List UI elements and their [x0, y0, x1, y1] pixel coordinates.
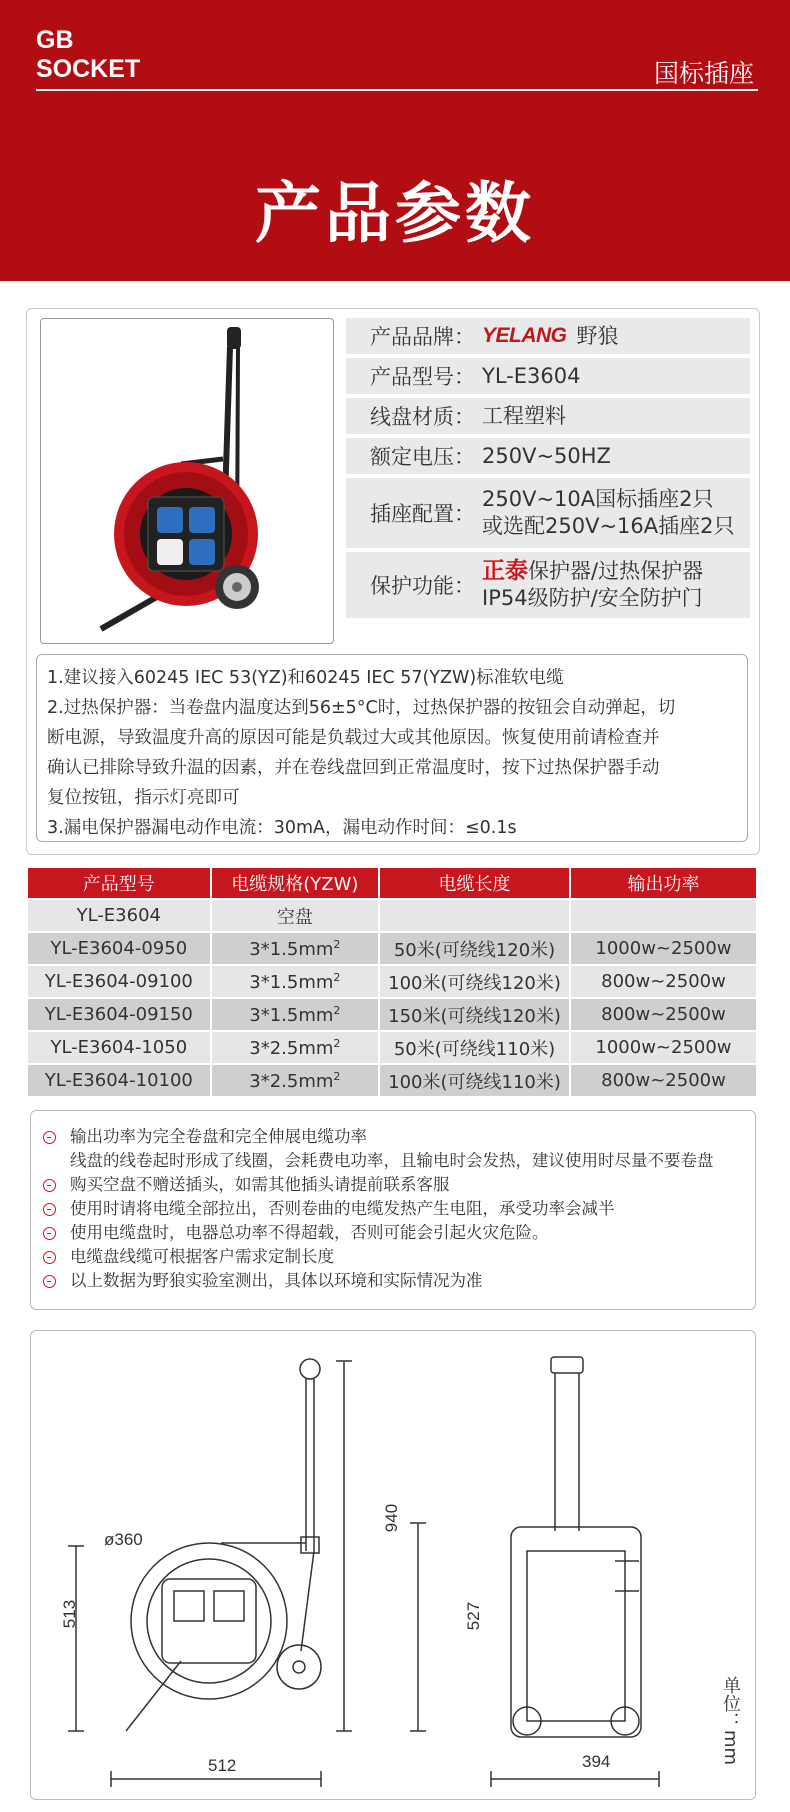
- warning-icon: [43, 1203, 56, 1216]
- table-cell: $3*1.5mm^2$: [212, 933, 378, 964]
- note-line: 复位按钮，指示灯亮即可: [47, 788, 240, 808]
- spec-value-line2: IP54级防护/安全防护门: [482, 586, 703, 610]
- header-divider: [36, 89, 758, 91]
- table-row: [28, 999, 756, 1030]
- note-line: 2.过热保护器：当卷盘内温度达到56±5°C时，过热保护器的按钮会自动弹起，切: [47, 698, 676, 718]
- model-table: [26, 866, 758, 1098]
- warning-icon: [43, 1131, 56, 1144]
- brand-logo: YELANG: [482, 324, 567, 347]
- table-row: [28, 1065, 756, 1096]
- gb-label: GB: [36, 26, 74, 54]
- table-cell: 50米(可绕线120米): [380, 933, 569, 964]
- spec-value-line1: 250V~10A国标插座2只: [482, 487, 714, 511]
- spec-row-material: [346, 398, 750, 434]
- spec-label: 插座配置：: [370, 502, 475, 526]
- table-cell: YL-E3604-0950: [28, 933, 210, 964]
- table-cell: 800w~2500w: [571, 1065, 756, 1096]
- tip-item: 输出功率为完全卷盘和完全伸展电缆功率: [43, 1125, 755, 1149]
- tip-item: 线盘的线卷起时形成了线圈，会耗费电功率，且输电时会发热，建议使用时尽量不要卷盘: [70, 1151, 714, 1170]
- spec-label: 产品品牌：: [370, 325, 475, 349]
- table-cell: $3*1.5mm^2$: [212, 966, 378, 997]
- spec-value: 野狼: [576, 323, 619, 348]
- spec-row-brand: [346, 318, 750, 354]
- dimension-drawing: [31, 1331, 755, 1799]
- table-cell: [571, 900, 756, 931]
- tip-item: 使用电缆盘时，电器总功率不得超载，否则可能会引起火灾危险。: [43, 1221, 755, 1245]
- spec-row-model: [346, 358, 750, 394]
- table-cell: 1000w~2500w: [571, 1032, 756, 1063]
- tip-item: 使用时请将电缆全部拉出，否则卷曲的电缆发热产生电阻，承受功率会减半: [43, 1197, 755, 1221]
- table-cell: $3*2.5mm^2$: [212, 1032, 378, 1063]
- table-row: [28, 933, 756, 964]
- table-cell: YL-E3604-10100: [28, 1065, 210, 1096]
- cable-reel-image: [41, 319, 333, 643]
- spec-label: 产品型号：: [370, 365, 475, 389]
- socket-label: SOCKET: [36, 55, 141, 83]
- unit-label: 单位：mm: [720, 1676, 741, 1766]
- table-header-row: [28, 868, 756, 898]
- tip-item: 电缆盘线缆可根据客户需求定制长度: [43, 1245, 755, 1269]
- spec-value-line1: 保护器/过热保护器: [528, 559, 704, 583]
- table-cell: 800w~2500w: [571, 999, 756, 1030]
- spec-row-voltage: [346, 438, 750, 474]
- table-cell: 50米(可绕线110米): [380, 1032, 569, 1063]
- tips-box: [30, 1110, 756, 1310]
- table-row: [28, 966, 756, 997]
- tip-item: 购买空盘不赠送插头，如需其他插头请提前联系客服: [43, 1173, 755, 1197]
- table-header: 电缆规格(YZW): [212, 868, 378, 898]
- table-cell: YL-E3604: [28, 900, 210, 931]
- dim-reel-height: 513: [60, 1599, 80, 1629]
- dimension-drawing-box: [30, 1330, 756, 1800]
- header-banner: [0, 0, 790, 281]
- tip-item: 以上数据为野狼实验室测出，具体以环境和实际情况为准: [43, 1269, 755, 1293]
- note-line: 1.建议接入60245 IEC 53(YZ)和60245 IEC 57(YZW)标准软电缆: [47, 668, 564, 688]
- dim-total-height: 940: [382, 1503, 402, 1533]
- table-header: 产品型号: [28, 868, 210, 898]
- spec-value: 工程塑料: [482, 403, 566, 428]
- dim-side-width: 512: [208, 1756, 237, 1775]
- page-title: 产品参数: [255, 175, 535, 252]
- table-row: [28, 900, 756, 931]
- table-cell: $3*1.5mm^2$: [212, 999, 378, 1030]
- dim-front-height: 527: [464, 1601, 484, 1631]
- table-cell: YL-E3604-09150: [28, 999, 210, 1030]
- table-cell: 150米(可绕线120米): [380, 999, 569, 1030]
- warning-icon: [43, 1251, 56, 1264]
- spec-value: [482, 558, 703, 612]
- note-line: 确认已排除导致升温的因素，并在卷线盘回到正常温度时，按下过热保护器手动: [47, 758, 660, 778]
- dim-diameter: ø360: [104, 1530, 143, 1549]
- warning-icon: [43, 1275, 56, 1288]
- header-right-title: 国标插座: [653, 59, 754, 88]
- table-cell: 800w~2500w: [571, 966, 756, 997]
- table-cell: YL-E3604-09100: [28, 966, 210, 997]
- table-cell: 100米(可绕线120米): [380, 966, 569, 997]
- notes-box: [36, 654, 748, 842]
- note-line: 3.漏电保护器漏电动作电流：30mA，漏电动作时间：≤0.1s: [47, 818, 517, 838]
- table-cell: [380, 900, 569, 931]
- dim-front-width: 394: [582, 1752, 611, 1771]
- spec-row-socket-config: [346, 478, 750, 548]
- spec-label: 额定电压：: [370, 445, 475, 469]
- spec-value-line2: 或选配250V~16A插座2只: [482, 514, 735, 538]
- spec-label: 保护功能：: [370, 574, 475, 598]
- table-cell: $3*2.5mm^2$: [212, 1065, 378, 1096]
- warning-icon: [43, 1179, 56, 1192]
- note-line: 断电源，导致温度升高的原因可能是负载过大或其他原因。恢复使用前请检查并: [47, 728, 660, 748]
- product-photo: [40, 318, 334, 644]
- spec-list: [346, 318, 750, 622]
- table-cell: YL-E3604-1050: [28, 1032, 210, 1063]
- table-cell: 100米(可绕线110米): [380, 1065, 569, 1096]
- table-header: 电缆长度: [380, 868, 569, 898]
- table-header: 输出功率: [571, 868, 756, 898]
- warning-icon: [43, 1227, 56, 1240]
- spec-value: [482, 486, 735, 540]
- spec-value: 250V~50HZ: [482, 443, 611, 468]
- table-cell: 1000w~2500w: [571, 933, 756, 964]
- table-row: [28, 1032, 756, 1063]
- spec-label: 线盘材质：: [370, 405, 475, 429]
- table-cell: 空盘: [212, 900, 378, 931]
- spec-value: YL-E3604: [482, 363, 581, 388]
- spec-row-protection: [346, 552, 750, 618]
- gb-socket-tag: [36, 26, 140, 84]
- brand-highlight: 正泰: [482, 558, 528, 584]
